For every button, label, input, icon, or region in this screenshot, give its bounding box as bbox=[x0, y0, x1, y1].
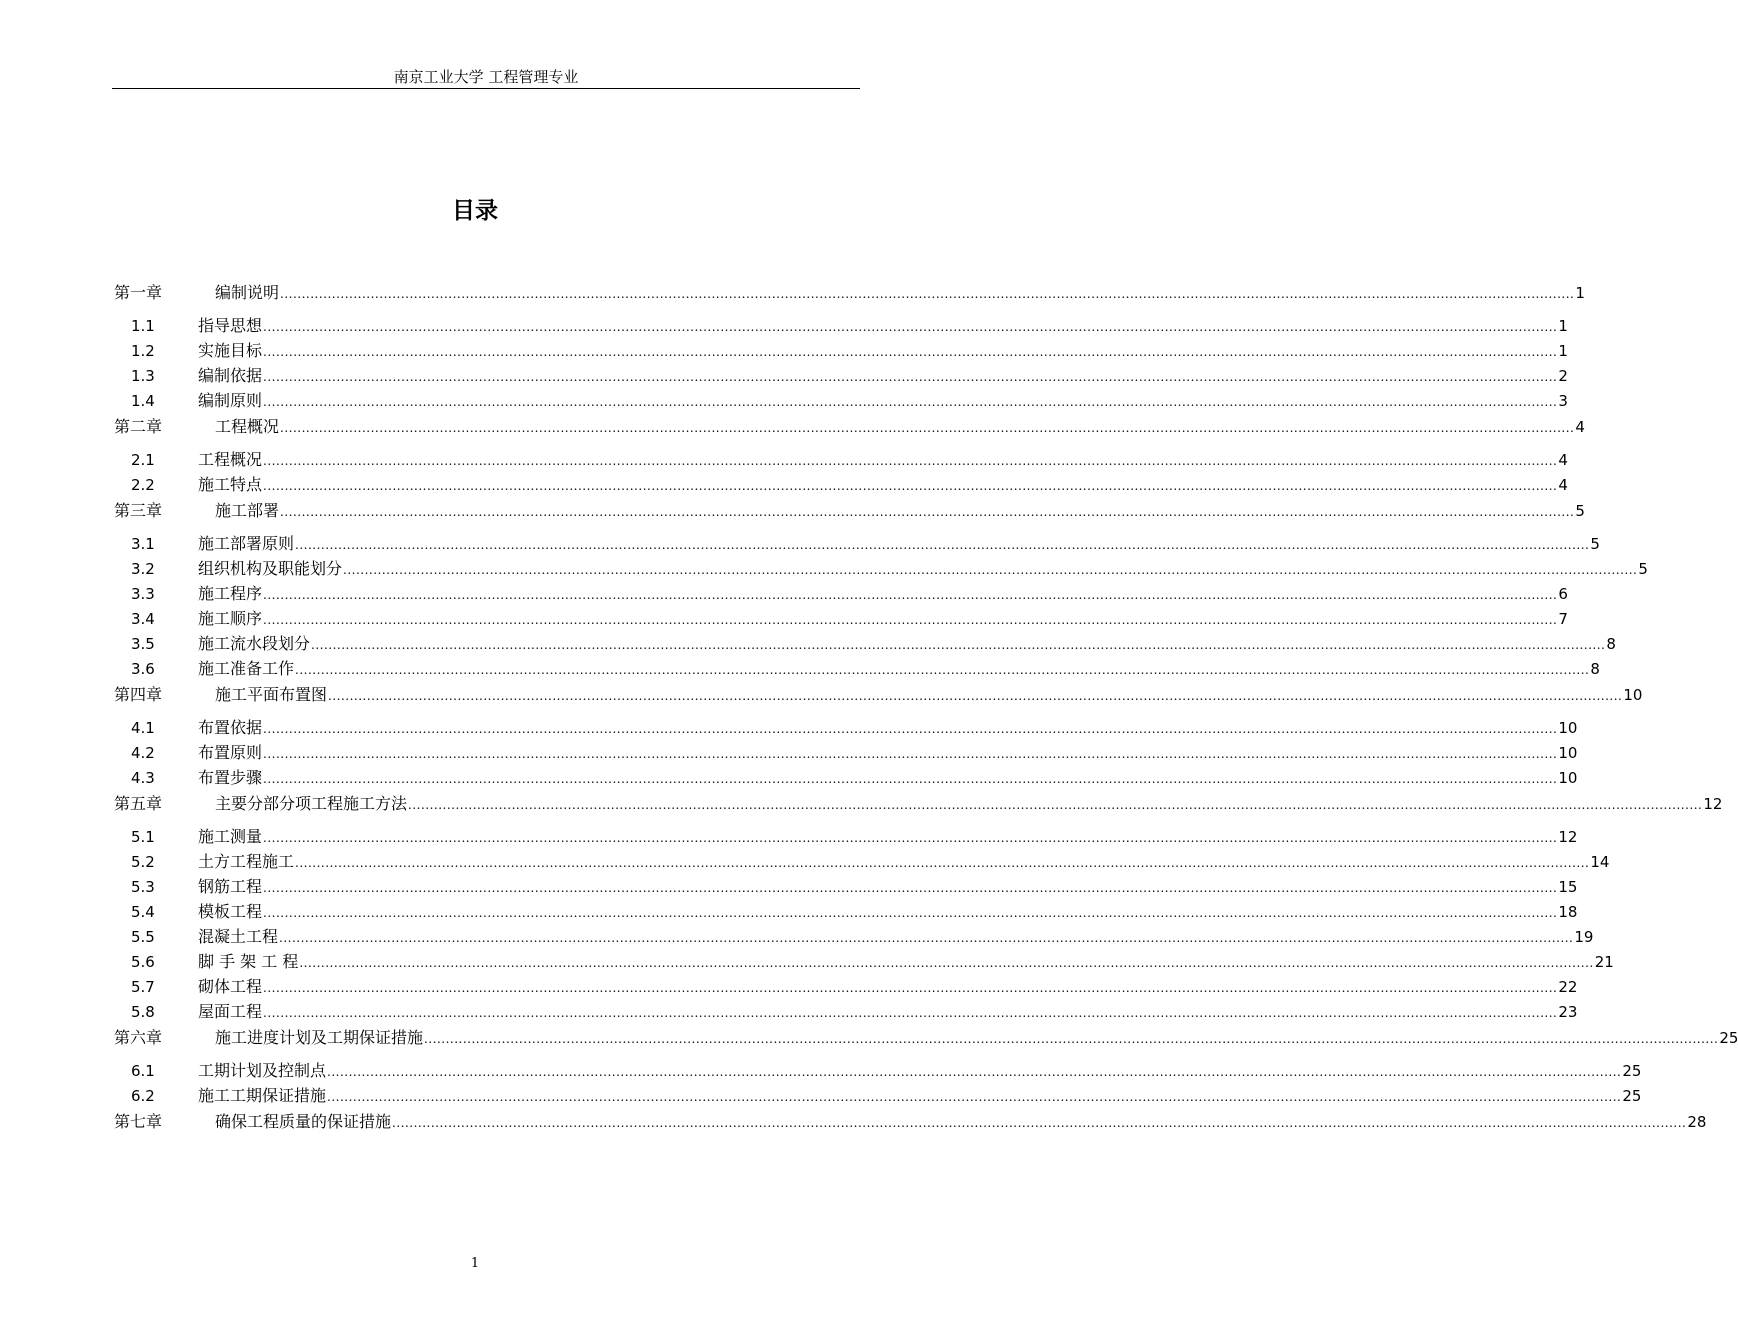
toc-entry-page: 23 bbox=[1558, 1003, 1578, 1021]
toc-entry-number: 4.2 bbox=[131, 744, 155, 762]
toc-entry-number: 第五章 bbox=[114, 794, 163, 813]
toc-section-entry[interactable] bbox=[114, 338, 1568, 363]
toc-entry-page: 15 bbox=[1558, 878, 1578, 896]
toc-dot-leader: ............................................................................................................................................................................................................................................................................................................ bbox=[263, 370, 1558, 384]
toc-entry-page: 5 bbox=[1638, 560, 1648, 578]
page-header: 南京工业大学 工程管理专业 bbox=[393, 68, 579, 86]
toc-entry-title: 工程概况 bbox=[215, 417, 280, 436]
toc-entry-number: 5.1 bbox=[131, 828, 155, 846]
toc-dot-leader: ............................................................................................................................................................................................................................................................................................................ bbox=[280, 505, 1575, 519]
toc-entry-title: 编制原则 bbox=[198, 391, 263, 410]
toc-entry-page: 4 bbox=[1558, 451, 1568, 469]
toc-entry-page: 3 bbox=[1558, 392, 1568, 410]
toc-entry-title: 布置依据 bbox=[198, 718, 263, 737]
toc-chapter-entry[interactable] bbox=[114, 1024, 1738, 1058]
toc-entry-title: 施工顺序 bbox=[198, 609, 263, 628]
toc-entry-number: 第二章 bbox=[114, 417, 163, 436]
toc-dot-leader: ............................................................................................................................................................................................................................................................................................................ bbox=[263, 722, 1558, 736]
toc-entry-title: 施工特点 bbox=[198, 475, 263, 494]
toc-entry-number: 1.4 bbox=[131, 392, 155, 410]
toc-entry-number: 第六章 bbox=[114, 1028, 163, 1047]
toc-entry-title: 布置步骤 bbox=[198, 768, 263, 787]
toc-entry-page: 10 bbox=[1558, 719, 1578, 737]
toc-dot-leader: ............................................................................................................................................................................................................................................................................................................ bbox=[263, 345, 1558, 359]
toc-section-entry[interactable] bbox=[114, 824, 1578, 849]
toc-entry-number: 5.3 bbox=[131, 878, 155, 896]
toc-entry-title: 工程概况 bbox=[198, 450, 263, 469]
toc-section-entry[interactable] bbox=[114, 1058, 1642, 1083]
toc-entry-page: 8 bbox=[1606, 635, 1616, 653]
toc-entry-title: 施工进度计划及工期保证措施 bbox=[215, 1028, 424, 1047]
toc-dot-leader: ............................................................................................................................................................................................................................................................................................................ bbox=[263, 320, 1558, 334]
toc-section-entry[interactable] bbox=[114, 447, 1568, 472]
toc-section-entry[interactable] bbox=[114, 874, 1578, 899]
toc-entry-number: 3.1 bbox=[131, 535, 155, 553]
toc-dot-leader: ............................................................................................................................................................................................................................................................................................................ bbox=[295, 538, 1590, 552]
toc-entry-page: 12 bbox=[1703, 795, 1723, 813]
toc-entry-page: 2 bbox=[1558, 367, 1568, 385]
toc-dot-leader: ............................................................................................................................................................................................................................................................................................................ bbox=[263, 772, 1558, 786]
header-divider bbox=[112, 88, 860, 89]
toc-section-entry[interactable] bbox=[114, 974, 1578, 999]
toc-section-entry[interactable] bbox=[114, 740, 1578, 765]
toc-entry-page: 18 bbox=[1558, 903, 1578, 921]
toc-entry-page: 5 bbox=[1575, 502, 1585, 520]
toc-entry-number: 5.7 bbox=[131, 978, 155, 996]
toc-entry-title: 编制依据 bbox=[198, 366, 263, 385]
toc-dot-leader: ............................................................................................................................................................................................................................................................................................................ bbox=[327, 1065, 1622, 1079]
page-number: 1 bbox=[470, 1256, 480, 1271]
toc-entry-number: 3.6 bbox=[131, 660, 155, 678]
toc-entry-page: 1 bbox=[1575, 284, 1585, 302]
toc-chapter-entry[interactable] bbox=[114, 279, 1585, 313]
toc-dot-leader: ............................................................................................................................................................................................................................................................................................................ bbox=[327, 1090, 1622, 1104]
toc-entry-number: 4.3 bbox=[131, 769, 155, 787]
toc-entry-number: 3.3 bbox=[131, 585, 155, 603]
toc-entry-title: 施工部署 bbox=[215, 501, 280, 520]
toc-entry-page: 22 bbox=[1558, 978, 1578, 996]
toc-entry-number: 1.2 bbox=[131, 342, 155, 360]
toc-entry-title: 确保工程质量的保证措施 bbox=[215, 1112, 392, 1131]
toc-entry-number: 2.1 bbox=[131, 451, 155, 469]
toc-dot-leader: ............................................................................................................................................................................................................................................................................................................ bbox=[279, 931, 1574, 945]
toc-chapter-entry[interactable] bbox=[114, 497, 1585, 531]
toc-section-entry[interactable] bbox=[114, 313, 1568, 338]
toc-entry-title: 施工部署原则 bbox=[198, 534, 295, 553]
toc-entry-title: 模板工程 bbox=[198, 902, 263, 921]
toc-entry-title: 屋面工程 bbox=[198, 1002, 263, 1021]
toc-entry-title: 工期计划及控制点 bbox=[198, 1061, 327, 1080]
toc-entry-number: 5.8 bbox=[131, 1003, 155, 1021]
toc-dot-leader: ............................................................................................................................................................................................................................................................................................................ bbox=[263, 906, 1558, 920]
toc-section-entry[interactable] bbox=[114, 949, 1614, 974]
toc-entry-page: 10 bbox=[1558, 744, 1578, 762]
toc-section-entry[interactable] bbox=[114, 1083, 1642, 1108]
toc-entry-page: 8 bbox=[1590, 660, 1600, 678]
toc-section-entry[interactable] bbox=[114, 581, 1568, 606]
toc-entry-number: 第一章 bbox=[114, 283, 163, 302]
toc-entry-title: 主要分部分项工程施工方法 bbox=[215, 794, 408, 813]
toc-section-entry[interactable] bbox=[114, 765, 1578, 790]
toc-entry-number: 第三章 bbox=[114, 501, 163, 520]
toc-chapter-entry[interactable] bbox=[114, 1108, 1707, 1142]
toc-dot-leader: ............................................................................................................................................................................................................................................................................................................ bbox=[295, 856, 1590, 870]
toc-entry-title: 砌体工程 bbox=[198, 977, 263, 996]
toc-dot-leader: ............................................................................................................................................................................................................................................................................................................ bbox=[299, 956, 1594, 970]
toc-dot-leader: ............................................................................................................................................................................................................................................................................................................ bbox=[280, 421, 1575, 435]
toc-dot-leader: ............................................................................................................................................................................................................................................................................................................ bbox=[263, 454, 1558, 468]
toc-section-entry[interactable] bbox=[114, 631, 1616, 656]
toc-entry-page: 10 bbox=[1558, 769, 1578, 787]
toc-section-entry[interactable] bbox=[114, 656, 1600, 681]
toc-entry-title: 编制说明 bbox=[215, 283, 280, 302]
toc-entry-page: 6 bbox=[1558, 585, 1568, 603]
toc-entry-number: 5.6 bbox=[131, 953, 155, 971]
toc-dot-leader: ............................................................................................................................................................................................................................................................................................................ bbox=[280, 287, 1575, 301]
toc-entry-page: 1 bbox=[1558, 317, 1568, 335]
toc-dot-leader: ............................................................................................................................................................................................................................................................................................................ bbox=[311, 638, 1606, 652]
toc-dot-leader: ............................................................................................................................................................................................................................................................................................................ bbox=[263, 588, 1558, 602]
toc-dot-leader: ............................................................................................................................................................................................................................................................................................................ bbox=[295, 663, 1590, 677]
toc-dot-leader: ............................................................................................................................................................................................................................................................................................................ bbox=[392, 1116, 1687, 1130]
toc-section-entry[interactable] bbox=[114, 999, 1578, 1024]
toc-section-entry[interactable] bbox=[114, 606, 1568, 631]
toc-dot-leader: ............................................................................................................................................................................................................................................................................................................ bbox=[328, 689, 1623, 703]
toc-entry-page: 25 bbox=[1622, 1087, 1642, 1105]
toc-entry-number: 3.5 bbox=[131, 635, 155, 653]
toc-entry-title: 组织机构及职能划分 bbox=[198, 559, 343, 578]
toc-dot-leader: ............................................................................................................................................................................................................................................................................................................ bbox=[263, 1006, 1558, 1020]
toc-entry-page: 28 bbox=[1687, 1113, 1707, 1131]
toc-entry-title: 施工流水段划分 bbox=[198, 634, 311, 653]
toc-entry-page: 12 bbox=[1558, 828, 1578, 846]
toc-entry-number: 第七章 bbox=[114, 1112, 163, 1131]
toc-dot-leader: ............................................................................................................................................................................................................................................................................................................ bbox=[263, 613, 1558, 627]
toc-chapter-entry[interactable] bbox=[114, 681, 1643, 715]
toc-entry-title: 指导思想 bbox=[198, 316, 263, 335]
toc-entry-page: 7 bbox=[1558, 610, 1568, 628]
toc-entry-page: 5 bbox=[1590, 535, 1600, 553]
toc-entry-page: 19 bbox=[1574, 928, 1594, 946]
toc-section-entry[interactable] bbox=[114, 556, 1648, 581]
toc-dot-leader: ............................................................................................................................................................................................................................................................................................................ bbox=[424, 1032, 1719, 1046]
toc-entry-page: 21 bbox=[1594, 953, 1614, 971]
toc-entry-title: 混凝土工程 bbox=[198, 927, 279, 946]
toc-dot-leader: ............................................................................................................................................................................................................................................................................................................ bbox=[263, 881, 1558, 895]
toc-entry-page: 10 bbox=[1623, 686, 1643, 704]
toc-entry-title: 布置原则 bbox=[198, 743, 263, 762]
toc-entry-title: 施工平面布置图 bbox=[215, 685, 328, 704]
toc-entry-number: 1.1 bbox=[131, 317, 155, 335]
toc-section-entry[interactable] bbox=[114, 388, 1568, 413]
toc-dot-leader: ............................................................................................................................................................................................................................................................................................................ bbox=[263, 747, 1558, 761]
toc-dot-leader: ............................................................................................................................................................................................................................................................................................................ bbox=[263, 981, 1558, 995]
toc-entry-number: 3.4 bbox=[131, 610, 155, 628]
toc-dot-leader: ............................................................................................................................................................................................................................................................................................................ bbox=[343, 563, 1638, 577]
toc-entry-page: 25 bbox=[1622, 1062, 1642, 1080]
toc-chapter-entry[interactable] bbox=[114, 413, 1585, 447]
toc-entry-title: 土方工程施工 bbox=[198, 852, 295, 871]
toc-entry-title: 施工测量 bbox=[198, 827, 263, 846]
toc-entry-number: 6.2 bbox=[131, 1087, 155, 1105]
toc-entry-title: 施工程序 bbox=[198, 584, 263, 603]
toc-entry-page: 1 bbox=[1558, 342, 1568, 360]
toc-section-entry[interactable] bbox=[114, 363, 1568, 388]
toc-entry-number: 4.1 bbox=[131, 719, 155, 737]
toc-entry-title: 施工准备工作 bbox=[198, 659, 295, 678]
toc-entry-title: 钢筋工程 bbox=[198, 877, 263, 896]
toc-section-entry[interactable] bbox=[114, 924, 1594, 949]
toc-section-entry[interactable] bbox=[114, 899, 1578, 924]
toc-entry-number: 2.2 bbox=[131, 476, 155, 494]
toc-section-entry[interactable] bbox=[114, 849, 1610, 874]
toc-entry-title: 施工工期保证措施 bbox=[198, 1086, 327, 1105]
toc-entry-number: 3.2 bbox=[131, 560, 155, 578]
toc-section-entry[interactable] bbox=[114, 715, 1578, 740]
toc-section-entry[interactable] bbox=[114, 531, 1600, 556]
toc-entry-title: 实施目标 bbox=[198, 341, 263, 360]
toc-chapter-entry[interactable] bbox=[114, 790, 1723, 824]
toc-entry-page: 4 bbox=[1558, 476, 1568, 494]
toc-entry-number: 1.3 bbox=[131, 367, 155, 385]
toc-entry-page: 14 bbox=[1590, 853, 1610, 871]
table-of-contents bbox=[114, 279, 1738, 1142]
toc-entry-page: 4 bbox=[1575, 418, 1585, 436]
toc-dot-leader: ............................................................................................................................................................................................................................................................................................................ bbox=[408, 798, 1703, 812]
toc-dot-leader: ............................................................................................................................................................................................................................................................................................................ bbox=[263, 831, 1558, 845]
toc-title: 目录 bbox=[452, 198, 498, 224]
toc-section-entry[interactable] bbox=[114, 472, 1568, 497]
toc-entry-title: 脚 手 架 工 程 bbox=[198, 952, 299, 971]
toc-entry-number: 5.2 bbox=[131, 853, 155, 871]
toc-entry-number: 6.1 bbox=[131, 1062, 155, 1080]
toc-dot-leader: ............................................................................................................................................................................................................................................................................................................ bbox=[263, 395, 1558, 409]
toc-entry-page: 25 bbox=[1719, 1029, 1738, 1047]
toc-entry-number: 5.4 bbox=[131, 903, 155, 921]
toc-dot-leader: ............................................................................................................................................................................................................................................................................................................ bbox=[263, 479, 1558, 493]
toc-entry-number: 第四章 bbox=[114, 685, 163, 704]
toc-entry-number: 5.5 bbox=[131, 928, 155, 946]
